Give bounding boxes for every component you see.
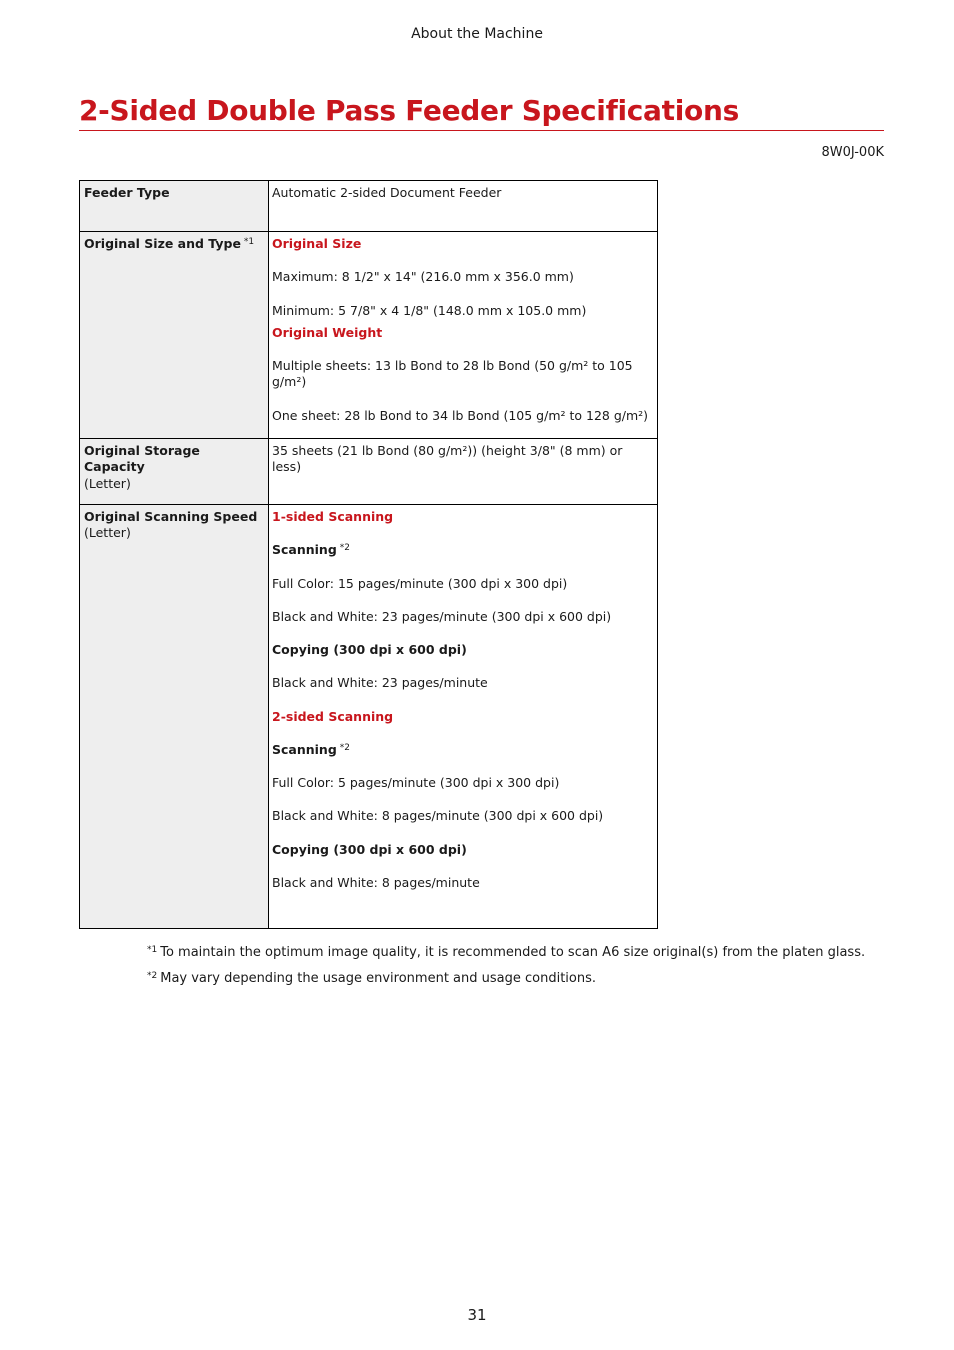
value-text: Automatic 2-sided Document Feeder xyxy=(272,185,502,200)
value-text: Black and White: 23 pages/minute (300 dpi x 600 dpi) xyxy=(272,608,612,624)
footnote-ref: *2 xyxy=(339,742,351,753)
value-text: 35 sheets (21 lb Bond (80 g/m²)) (height 3/8" (8 mm) or less) xyxy=(272,443,623,475)
document-id: 8W0J-00K xyxy=(821,145,884,160)
footnote-ref: *2 xyxy=(339,543,351,554)
footnote-mark: *1 xyxy=(147,945,158,955)
section-heading: Original Size xyxy=(272,236,362,251)
value-text: Black and White: 23 pages/minute xyxy=(272,675,488,691)
table-row-scanning-speed xyxy=(80,505,658,929)
value-text: Black and White: 8 pages/minute (300 dpi x 600 dpi) xyxy=(272,808,604,824)
table-row-feeder-type xyxy=(80,181,658,232)
value-text: Maximum: 8 1/2" x 14" (216.0 mm x 356.0 mm) xyxy=(272,269,574,285)
spec-table xyxy=(79,180,658,929)
label-subtext: (Letter) xyxy=(84,525,131,541)
row-value xyxy=(269,232,658,439)
value-text: Multiple sheets: 13 lb Bond to 28 lb Bond (50 g/m² to 105 g/m²) xyxy=(272,358,633,390)
table-row-storage-capacity xyxy=(80,439,658,505)
section-heading: 2-sided Scanning xyxy=(272,708,394,724)
value-text: Minimum: 5 7/8" x 4 1/8" (148.0 mm x 105.0 mm) xyxy=(272,302,587,318)
footnote xyxy=(147,945,865,960)
footnote-text: May vary depending the usage environment and usage conditions. xyxy=(160,971,597,986)
label-text: Original Scanning Speed xyxy=(84,509,258,524)
row-label xyxy=(80,181,269,232)
section-heading: 1-sided Scanning xyxy=(272,509,394,524)
subheading: Copying (300 dpi x 600 dpi) xyxy=(272,642,467,657)
row-label xyxy=(80,439,269,505)
page-title: 2-Sided Double Pass Feeder Specifications xyxy=(79,94,884,131)
footnote-ref: *1 xyxy=(243,237,255,247)
label-subtext: (Letter) xyxy=(84,475,131,491)
row-value xyxy=(269,181,658,232)
label-text: Original Size and Type xyxy=(84,236,241,251)
subheading: Copying (300 dpi x 600 dpi) xyxy=(272,841,467,857)
footnote-text: To maintain the optimum image quality, it is recommended to scan A6 size original(s) from the platen glass. xyxy=(160,945,866,960)
subheading: Scanning xyxy=(272,542,337,558)
table-row-original-size-type xyxy=(80,232,658,439)
label-text: Original Storage Capacity xyxy=(84,443,200,475)
footnotes xyxy=(147,945,865,997)
value-text: Full Color: 15 pages/minute (300 dpi x 300 dpi) xyxy=(272,575,568,591)
page-number: 31 xyxy=(467,1306,487,1324)
row-value xyxy=(269,505,658,929)
row-label xyxy=(80,232,269,439)
subheading: Scanning xyxy=(272,741,337,757)
footnote-mark: *2 xyxy=(147,971,158,981)
footnote xyxy=(147,971,865,986)
label-text: Feeder Type xyxy=(84,185,170,200)
row-value xyxy=(269,439,658,505)
value-text: Full Color: 5 pages/minute (300 dpi x 300 dpi) xyxy=(272,775,560,790)
value-text: Black and White: 8 pages/minute xyxy=(272,874,480,890)
row-label xyxy=(80,505,269,929)
section-heading: Original Weight xyxy=(272,324,383,340)
running-header: About the Machine xyxy=(411,26,543,42)
value-text: One sheet: 28 lb Bond to 34 lb Bond (105 g/m² to 128 g/m²) xyxy=(272,407,649,423)
